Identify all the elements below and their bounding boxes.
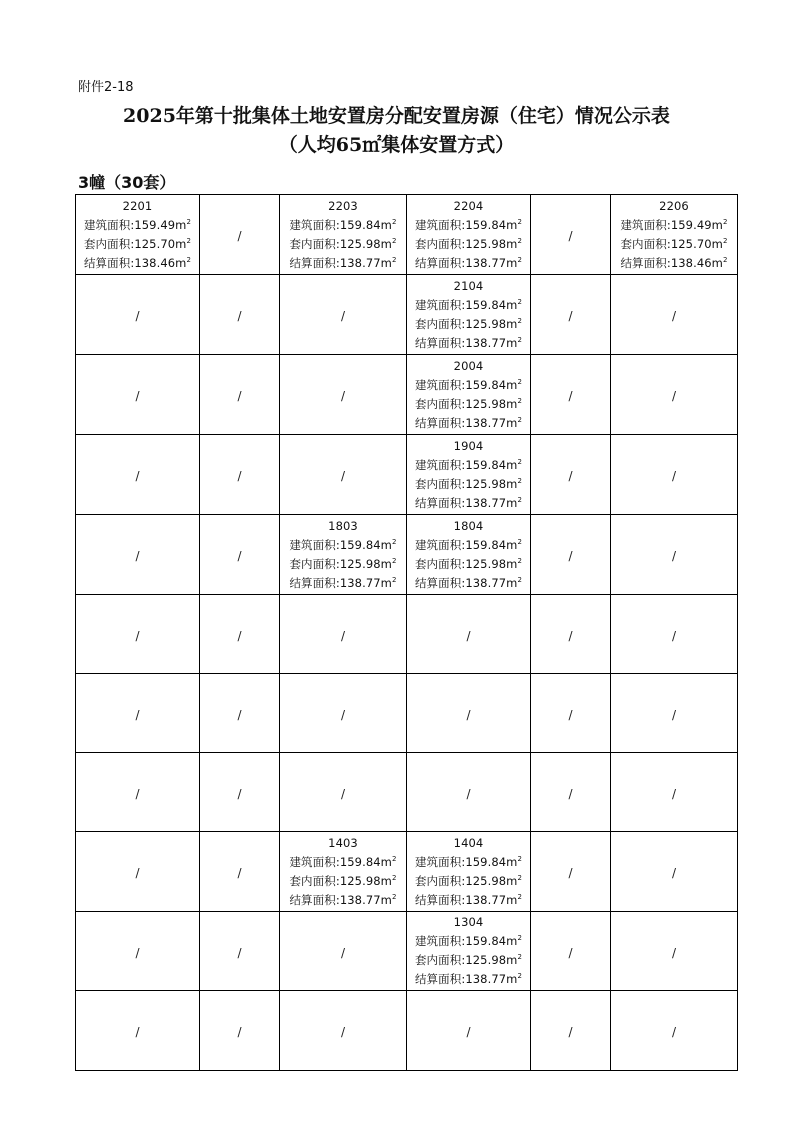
empty-slash: / bbox=[568, 786, 573, 801]
unit-cell bbox=[407, 515, 531, 595]
gross-area: 建筑面积$:159.84m^2$ bbox=[414, 297, 523, 312]
empty-cell bbox=[611, 991, 738, 1071]
empty-slash: / bbox=[568, 1025, 573, 1039]
inner-area: 套内面积$:125.70m^2$ bbox=[83, 236, 192, 251]
empty-slash: / bbox=[237, 945, 242, 960]
table-row bbox=[76, 753, 738, 832]
inner-area: 套内面积$:125.98m^2$ bbox=[289, 556, 397, 571]
empty-slash: / bbox=[340, 389, 346, 403]
empty-slash: / bbox=[135, 866, 140, 880]
table-row bbox=[76, 435, 738, 515]
empty-cell bbox=[611, 355, 738, 435]
settlement-area: 结算面积$:138.77m^2$ bbox=[414, 575, 523, 590]
empty-slash: / bbox=[340, 628, 346, 643]
empty-cell bbox=[280, 595, 407, 674]
empty-cell bbox=[280, 275, 407, 355]
empty-cell bbox=[76, 595, 200, 674]
empty-cell bbox=[76, 275, 200, 355]
unit-number: 2201 bbox=[122, 198, 153, 213]
inner-area: 套内面积$:125.98m^2$ bbox=[414, 316, 523, 331]
inner-area: 套内面积$:125.98m^2$ bbox=[414, 556, 523, 571]
empty-slash: / bbox=[340, 469, 346, 483]
empty-slash: / bbox=[135, 1025, 140, 1039]
unit-cell bbox=[611, 195, 738, 275]
unit-cell bbox=[280, 832, 407, 912]
empty-cell bbox=[531, 595, 611, 674]
gross-area: 建筑面积$:159.84m^2$ bbox=[414, 377, 523, 392]
empty-cell bbox=[76, 991, 200, 1071]
gross-area: 建筑面积$:159.84m^2$ bbox=[414, 537, 523, 552]
empty-slash: / bbox=[671, 469, 677, 483]
unit-cell bbox=[407, 355, 531, 435]
empty-cell bbox=[200, 355, 280, 435]
unit-number: 2204 bbox=[453, 198, 484, 213]
document-subtitle: （人均65㎡集体安置方式） bbox=[278, 134, 515, 156]
unit-number: 1904 bbox=[453, 438, 484, 453]
settlement-area: 结算面积$:138.77m^2$ bbox=[289, 892, 397, 907]
empty-cell bbox=[531, 195, 611, 275]
empty-slash: / bbox=[466, 628, 471, 643]
empty-slash: / bbox=[568, 945, 573, 960]
table-row bbox=[76, 991, 738, 1071]
unit-cell bbox=[280, 195, 407, 275]
table-row bbox=[76, 832, 738, 912]
empty-slash: / bbox=[568, 309, 573, 323]
empty-cell bbox=[200, 435, 280, 515]
table-row bbox=[76, 515, 738, 595]
unit-cell bbox=[280, 515, 407, 595]
empty-slash: / bbox=[340, 707, 346, 722]
empty-slash: / bbox=[671, 707, 677, 722]
settlement-area: 结算面积$:138.77m^2$ bbox=[414, 892, 523, 907]
inner-area: 套内面积$:125.98m^2$ bbox=[414, 476, 523, 491]
empty-cell bbox=[76, 435, 200, 515]
unit-cell bbox=[407, 435, 531, 515]
empty-slash: / bbox=[568, 229, 573, 243]
settlement-area: 结算面积$:138.77m^2$ bbox=[414, 495, 523, 510]
settlement-area: 结算面积$:138.77m^2$ bbox=[414, 255, 523, 270]
settlement-area: 结算面积$:138.77m^2$ bbox=[414, 972, 523, 986]
empty-cell bbox=[200, 595, 280, 674]
gross-area: 建筑面积$:159.49m^2$ bbox=[83, 217, 192, 232]
empty-cell bbox=[531, 275, 611, 355]
empty-cell bbox=[531, 832, 611, 912]
unit-cell bbox=[407, 912, 531, 991]
empty-cell bbox=[611, 275, 738, 355]
empty-slash: / bbox=[237, 549, 242, 563]
empty-slash: / bbox=[340, 1025, 346, 1039]
inner-area: 套内面积$:125.70m^2$ bbox=[620, 236, 728, 251]
settlement-area: 结算面积$:138.77m^2$ bbox=[289, 255, 397, 270]
empty-cell bbox=[531, 435, 611, 515]
empty-slash: / bbox=[135, 628, 140, 643]
empty-slash: / bbox=[237, 786, 242, 801]
empty-slash: / bbox=[568, 707, 573, 722]
empty-cell bbox=[531, 674, 611, 753]
housing-table bbox=[75, 194, 738, 1071]
settlement-area: 结算面积$:138.77m^2$ bbox=[414, 335, 523, 350]
inner-area: 套内面积$:125.98m^2$ bbox=[289, 873, 397, 888]
empty-cell bbox=[280, 674, 407, 753]
empty-cell bbox=[407, 595, 531, 674]
unit-number: 1804 bbox=[453, 518, 484, 533]
empty-slash: / bbox=[568, 628, 573, 643]
empty-slash: / bbox=[671, 389, 677, 403]
empty-slash: / bbox=[135, 786, 140, 801]
empty-slash: / bbox=[568, 469, 573, 483]
empty-cell bbox=[611, 515, 738, 595]
empty-slash: / bbox=[237, 469, 242, 483]
empty-cell bbox=[76, 674, 200, 753]
empty-cell bbox=[200, 991, 280, 1071]
unit-number: 1304 bbox=[453, 915, 484, 929]
empty-cell bbox=[611, 595, 738, 674]
empty-cell bbox=[280, 753, 407, 832]
inner-area: 套内面积$:125.98m^2$ bbox=[414, 953, 523, 967]
unit-number: 2206 bbox=[659, 198, 689, 213]
empty-slash: / bbox=[671, 309, 677, 323]
empty-slash: / bbox=[340, 945, 346, 960]
empty-cell bbox=[531, 912, 611, 991]
unit-number: 1403 bbox=[328, 835, 358, 850]
empty-slash: / bbox=[671, 1025, 677, 1039]
empty-cell bbox=[280, 355, 407, 435]
empty-slash: / bbox=[237, 309, 242, 323]
table-row bbox=[76, 275, 738, 355]
empty-slash: / bbox=[466, 1025, 471, 1039]
empty-slash: / bbox=[568, 549, 573, 563]
building-label: 3幢（30套） bbox=[78, 173, 176, 192]
empty-slash: / bbox=[671, 628, 677, 643]
empty-slash: / bbox=[671, 549, 677, 563]
unit-number: 1803 bbox=[328, 518, 358, 533]
empty-cell bbox=[611, 435, 738, 515]
unit-number: 2004 bbox=[453, 358, 484, 373]
empty-cell bbox=[611, 832, 738, 912]
empty-slash: / bbox=[568, 389, 573, 403]
empty-cell bbox=[200, 275, 280, 355]
empty-cell bbox=[611, 753, 738, 832]
empty-cell bbox=[531, 515, 611, 595]
empty-slash: / bbox=[237, 866, 242, 880]
inner-area: 套内面积$:125.98m^2$ bbox=[414, 236, 523, 251]
unit-cell bbox=[407, 275, 531, 355]
gross-area: 建筑面积$:159.84m^2$ bbox=[289, 217, 397, 232]
empty-cell bbox=[407, 753, 531, 832]
gross-area: 建筑面积$:159.84m^2$ bbox=[414, 934, 523, 948]
empty-slash: / bbox=[340, 309, 346, 323]
empty-cell bbox=[200, 195, 280, 275]
empty-cell bbox=[200, 674, 280, 753]
empty-slash: / bbox=[135, 945, 140, 960]
unit-number: 2203 bbox=[328, 198, 358, 213]
settlement-area: 结算面积$:138.77m^2$ bbox=[289, 575, 397, 590]
empty-slash: / bbox=[466, 707, 471, 722]
table-row bbox=[76, 674, 738, 753]
empty-slash: / bbox=[237, 707, 242, 722]
gross-area: 建筑面积$:159.49m^2$ bbox=[620, 217, 728, 232]
unit-cell bbox=[407, 832, 531, 912]
empty-slash: / bbox=[671, 945, 677, 960]
unit-cell bbox=[407, 195, 531, 275]
empty-cell bbox=[407, 991, 531, 1071]
settlement-area: 结算面积$:138.46m^2$ bbox=[83, 255, 192, 270]
empty-cell bbox=[200, 753, 280, 832]
empty-slash: / bbox=[237, 229, 242, 243]
empty-cell bbox=[76, 912, 200, 991]
empty-cell bbox=[611, 674, 738, 753]
inner-area: 套内面积$:125.98m^2$ bbox=[289, 236, 397, 251]
attachment-number: 附件2-18 bbox=[78, 80, 134, 95]
inner-area: 套内面积$:125.98m^2$ bbox=[414, 396, 523, 411]
inner-area: 套内面积$:125.98m^2$ bbox=[414, 873, 523, 888]
empty-slash: / bbox=[135, 389, 140, 403]
gross-area: 建筑面积$:159.84m^2$ bbox=[289, 854, 397, 869]
empty-cell bbox=[531, 753, 611, 832]
empty-cell bbox=[200, 912, 280, 991]
empty-cell bbox=[280, 435, 407, 515]
settlement-area: 结算面积$:138.77m^2$ bbox=[414, 415, 523, 430]
settlement-area: 结算面积$:138.46m^2$ bbox=[620, 255, 728, 270]
gross-area: 建筑面积$:159.84m^2$ bbox=[414, 457, 523, 472]
gross-area: 建筑面积$:159.84m^2$ bbox=[414, 854, 523, 869]
empty-slash: / bbox=[671, 866, 677, 880]
empty-slash: / bbox=[135, 309, 140, 323]
document-title: 2025年第十批集体土地安置房分配安置房源（住宅）情况公示表 bbox=[123, 105, 670, 127]
empty-slash: / bbox=[340, 786, 346, 801]
unit-number: 1404 bbox=[453, 835, 484, 850]
unit-number: 2104 bbox=[453, 278, 484, 293]
table-row bbox=[76, 195, 738, 275]
empty-slash: / bbox=[237, 628, 242, 643]
gross-area: 建筑面积$:159.84m^2$ bbox=[414, 217, 523, 232]
empty-cell bbox=[280, 991, 407, 1071]
empty-slash: / bbox=[466, 786, 471, 801]
empty-cell bbox=[531, 355, 611, 435]
empty-cell bbox=[200, 832, 280, 912]
table-row bbox=[76, 912, 738, 991]
empty-slash: / bbox=[237, 1025, 242, 1039]
empty-cell bbox=[531, 991, 611, 1071]
empty-cell bbox=[407, 674, 531, 753]
empty-cell bbox=[76, 753, 200, 832]
empty-cell bbox=[76, 355, 200, 435]
empty-slash: / bbox=[135, 549, 140, 563]
empty-cell bbox=[611, 912, 738, 991]
table-row bbox=[76, 595, 738, 674]
empty-slash: / bbox=[135, 469, 140, 483]
table-row bbox=[76, 355, 738, 435]
empty-slash: / bbox=[671, 786, 677, 801]
unit-cell bbox=[76, 195, 200, 275]
empty-cell bbox=[76, 515, 200, 595]
empty-slash: / bbox=[135, 707, 140, 722]
empty-slash: / bbox=[237, 389, 242, 403]
empty-slash: / bbox=[568, 866, 573, 880]
gross-area: 建筑面积$:159.84m^2$ bbox=[289, 537, 397, 552]
empty-cell bbox=[280, 912, 407, 991]
empty-cell bbox=[76, 832, 200, 912]
empty-cell bbox=[200, 515, 280, 595]
